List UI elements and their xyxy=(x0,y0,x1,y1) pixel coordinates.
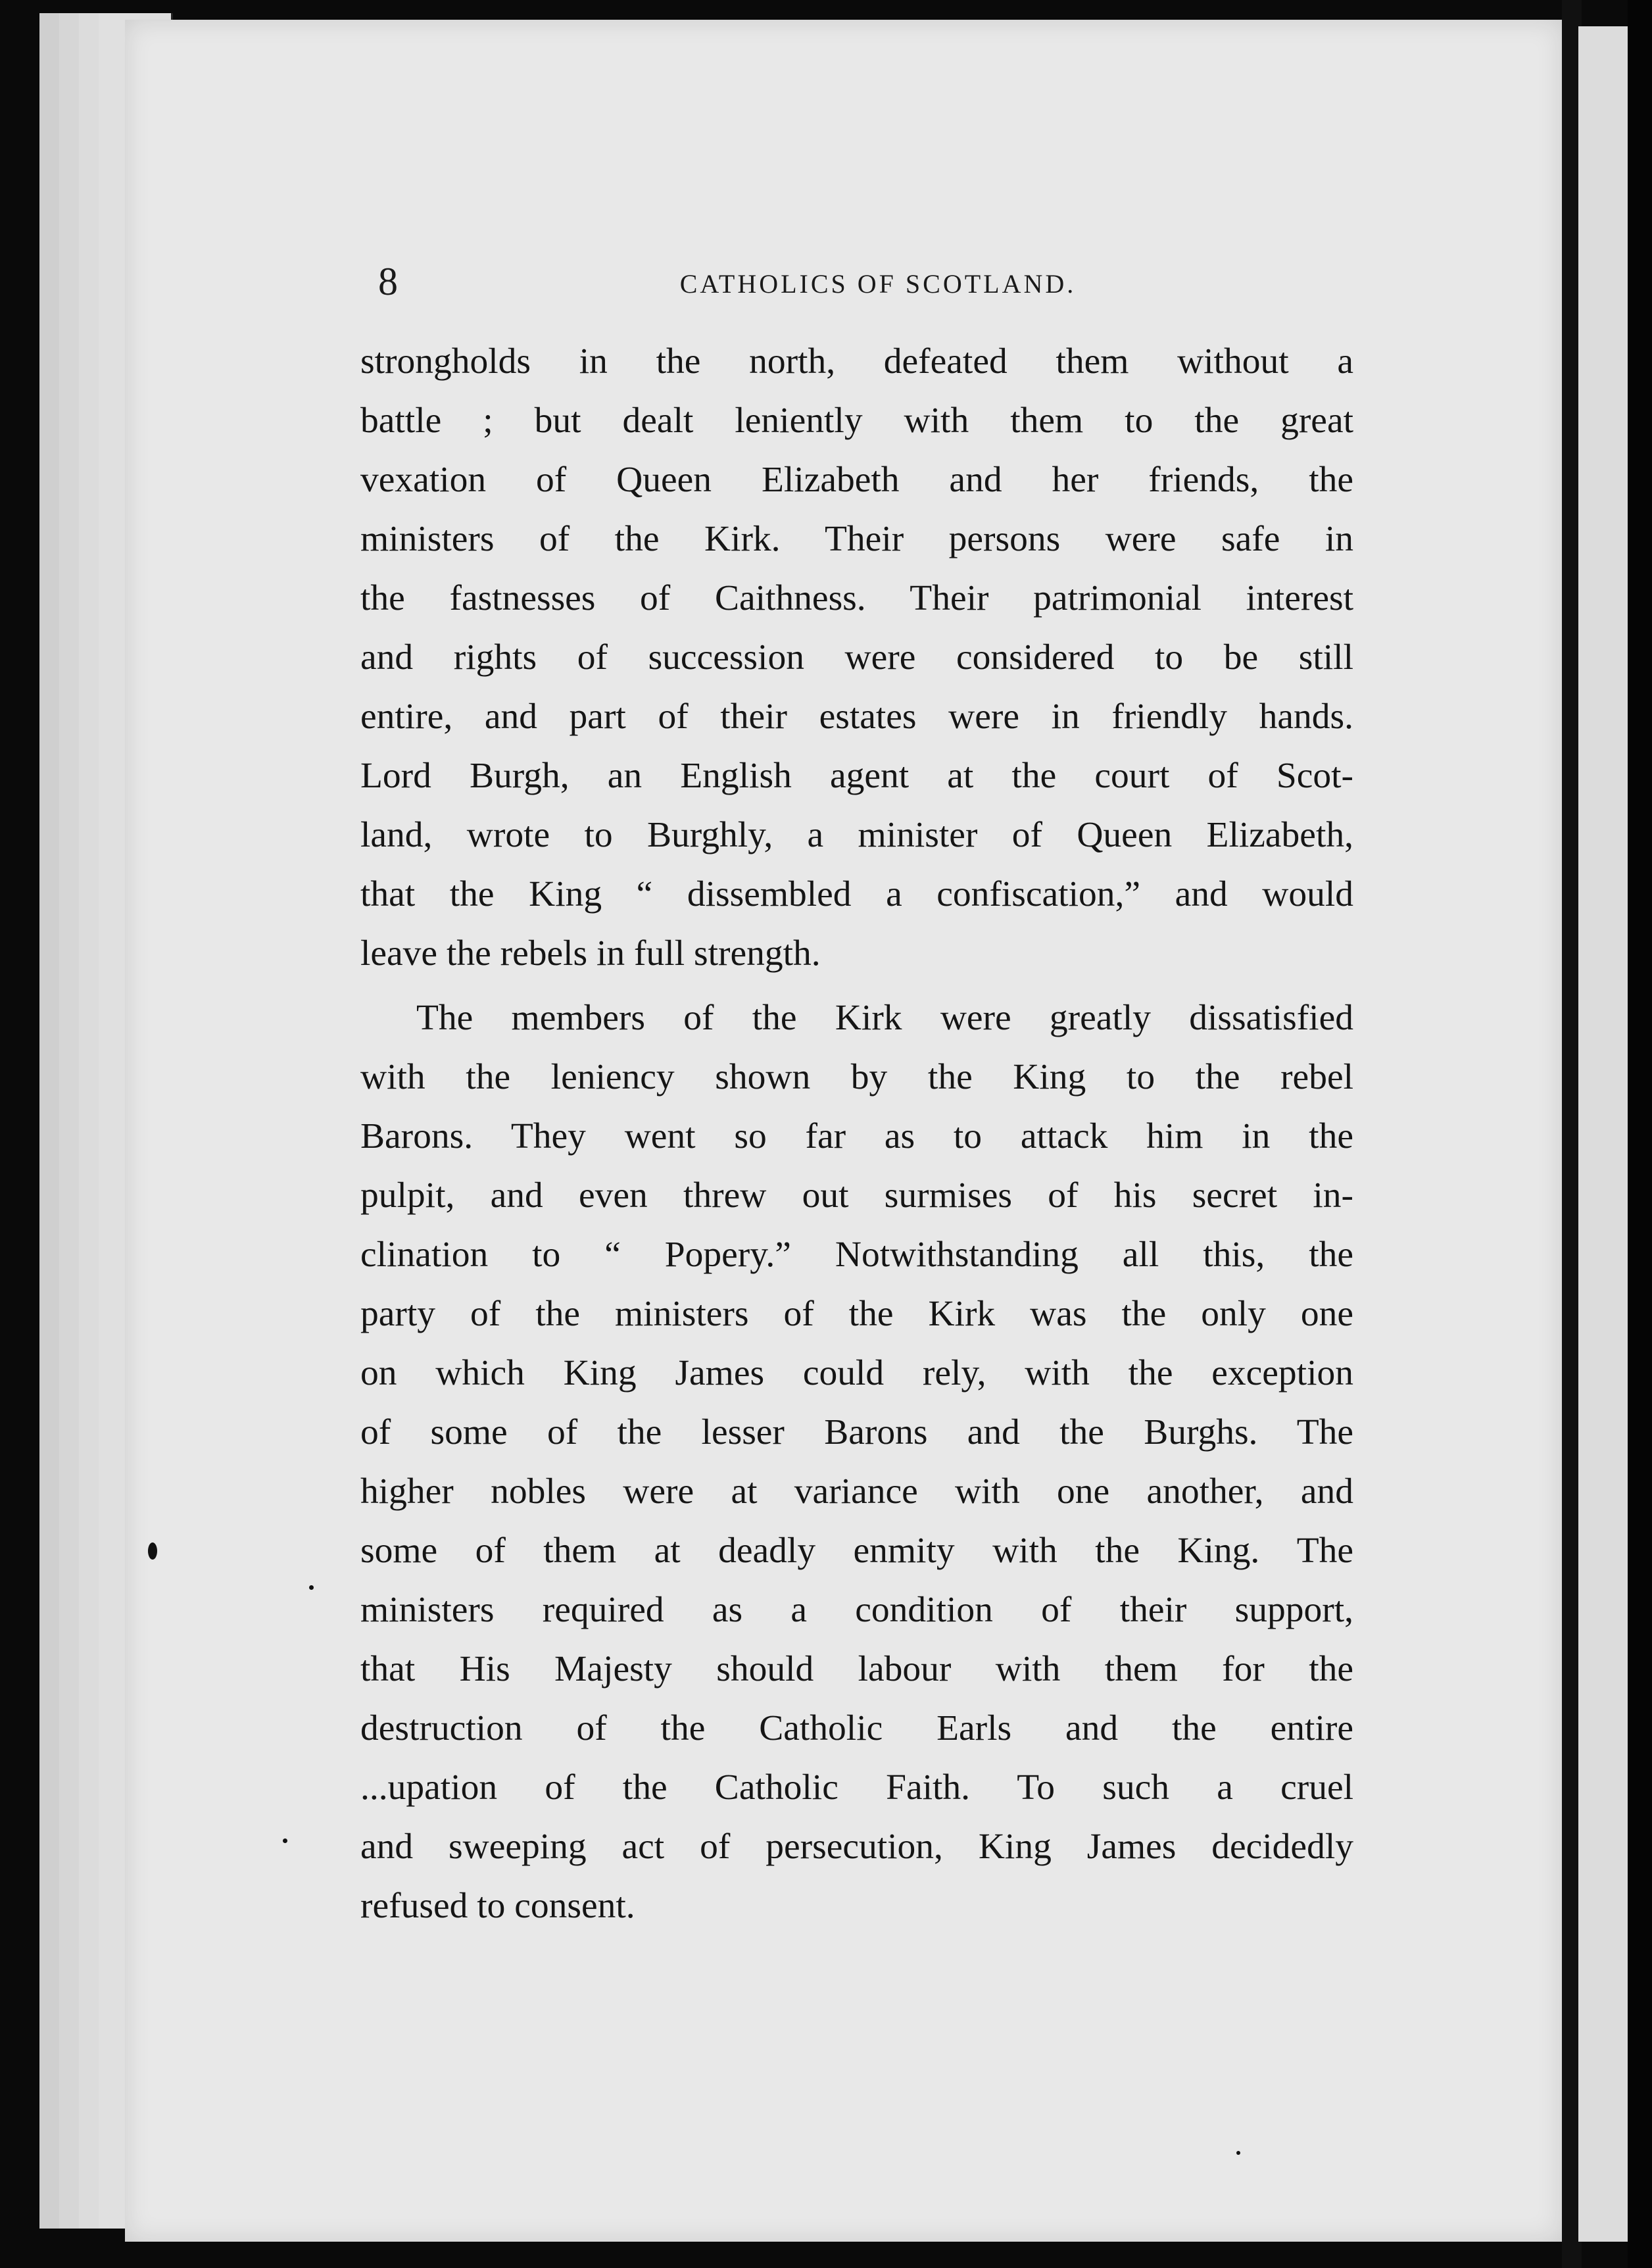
scan-border xyxy=(1628,0,1652,2268)
text-line: battle ; but dealt leniently with them to the great xyxy=(360,401,1353,441)
running-head xyxy=(378,262,1378,308)
paragraph xyxy=(360,989,1353,1936)
paragraph xyxy=(360,332,1353,983)
text-line: of some of the lesser Barons and the Burghs. The xyxy=(360,1412,1353,1452)
scan-speck xyxy=(148,1542,157,1560)
scan-speck xyxy=(309,1585,314,1590)
text-line: strongholds in the north, defeated them without a xyxy=(360,341,1353,382)
text-line: vexation of Queen Elizabeth and her friends, the xyxy=(360,460,1353,500)
scan-speck xyxy=(283,1838,287,1843)
text-line: with the leniency shown by the King to the rebel xyxy=(360,1057,1353,1097)
text-line: leave the rebels in full strength. xyxy=(360,933,821,974)
text-line: clination to “ Popery.” Notwithstanding all this, the xyxy=(360,1235,1353,1275)
text-line: refused to consent. xyxy=(360,1886,635,1926)
text-line: the fastnesses of Caithness. Their patrimonial interest xyxy=(360,578,1353,618)
text-line: higher nobles were at variance with one another, and xyxy=(360,1471,1353,1512)
text-line: Barons. They went so far as to attack him in the xyxy=(360,1116,1353,1156)
page-number: 8 xyxy=(378,260,398,303)
text-line: land, wrote to Burghly, a minister of Queen Elizabeth, xyxy=(360,815,1353,855)
text-line: entire, and part of their estates were in friendly hands. xyxy=(360,697,1353,737)
facing-page-edge xyxy=(1578,26,1628,2242)
text-line: ministers of the Kirk. Their persons were safe in xyxy=(360,519,1353,559)
text-line: Lord Burgh, an English agent at the court of Scot- xyxy=(360,756,1353,796)
text-line: ministers required as a condition of their support, xyxy=(360,1590,1353,1630)
text-line: party of the ministers of the Kirk was the only one xyxy=(360,1294,1353,1334)
text-line: destruction of the Catholic Earls and the entire xyxy=(360,1708,1353,1748)
text-line: pulpit, and even threw out surmises of his secret in- xyxy=(360,1175,1353,1216)
scan-speck xyxy=(1236,2151,1240,2155)
text-line: ...upation of the Catholic Faith. To such a cruel xyxy=(360,1767,1353,1808)
body-text xyxy=(360,332,1353,1936)
text-line: and rights of succession were considered to be still xyxy=(360,637,1353,678)
text-line: on which King James could rely, with the exception xyxy=(360,1353,1353,1393)
running-head-title: CATHOLICS OF SCOTLAND. xyxy=(679,269,1077,299)
text-line: that His Majesty should labour with them for the xyxy=(360,1649,1353,1689)
text-line: and sweeping act of persecution, King James decidedly xyxy=(360,1827,1353,1867)
text-line: that the King “ dissembled a confiscation,” and would xyxy=(360,874,1353,914)
text-line: some of them at deadly enmity with the King. The xyxy=(360,1531,1353,1571)
text-line: The members of the Kirk were greatly dissatisfied xyxy=(416,998,1353,1038)
